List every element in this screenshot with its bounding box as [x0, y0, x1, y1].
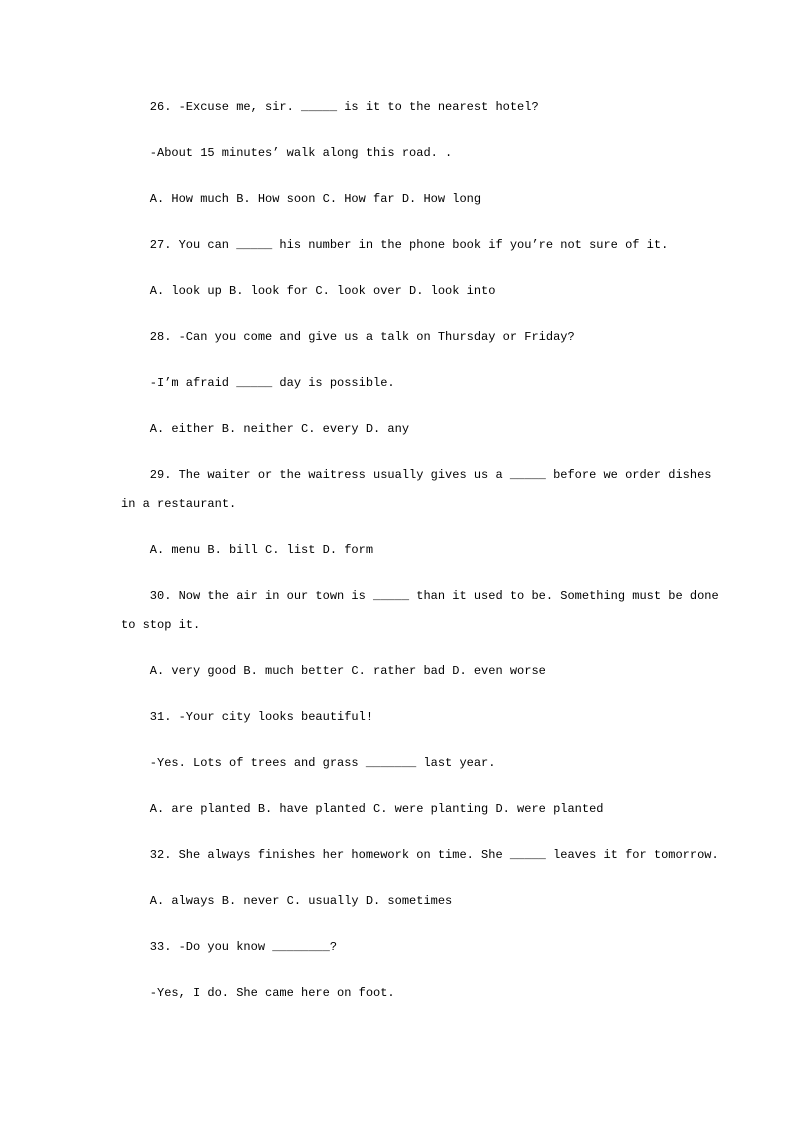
- question-31: [121, 703, 721, 824]
- paragraph: A. either B. neither C. every D. any: [149, 422, 410, 436]
- question-29: [121, 461, 721, 565]
- paragraph: A. always B. never C. usually D. sometimes: [149, 894, 453, 908]
- paragraph: A. menu B. bill C. list D. form: [149, 543, 374, 557]
- paragraph: A. very good B. much better C. rather bad D. even worse: [149, 664, 546, 678]
- paragraph: 29. The waiter or the waitress usually gives us a _____ before we order dishes in a restaurant.: [121, 468, 712, 511]
- test-questions-body: [121, 93, 721, 1025]
- paragraph: 26. -Excuse me, sir. _____ is it to the nearest hotel?: [149, 100, 539, 114]
- paragraph: A. are planted B. have planted C. were planting D. were planted: [149, 802, 604, 816]
- paragraph: 33. -Do you know ________?: [149, 940, 338, 954]
- paragraph: A. How much B. How soon C. How far D. How long: [149, 192, 482, 206]
- question-28: [121, 323, 721, 444]
- question-32: [121, 841, 721, 916]
- question-33: [121, 933, 721, 1008]
- paragraph: 32. She always finishes her homework on time. She _____ leaves it for tomorrow.: [149, 848, 719, 862]
- paragraph: 30. Now the air in our town is _____ than it used to be. Something must be done to stop it.: [121, 589, 719, 632]
- paragraph: 31. -Your city looks beautiful!: [149, 710, 374, 724]
- paragraph: 28. -Can you come and give us a talk on Thursday or Friday?: [149, 330, 575, 344]
- paragraph: -Yes. Lots of trees and grass _______ last year.: [149, 756, 496, 770]
- question-27: [121, 231, 721, 306]
- paragraph: -I’m afraid _____ day is possible.: [149, 376, 395, 390]
- question-26: [121, 93, 721, 214]
- question-30: [121, 582, 721, 686]
- paragraph: -Yes, I do. She came here on foot.: [149, 986, 395, 1000]
- paragraph: 27. You can _____ his number in the phone book if you’re not sure of it.: [149, 238, 669, 252]
- paragraph: -About 15 minutes’ walk along this road. .: [149, 146, 453, 160]
- paragraph: A. look up B. look for C. look over D. look into: [149, 284, 496, 298]
